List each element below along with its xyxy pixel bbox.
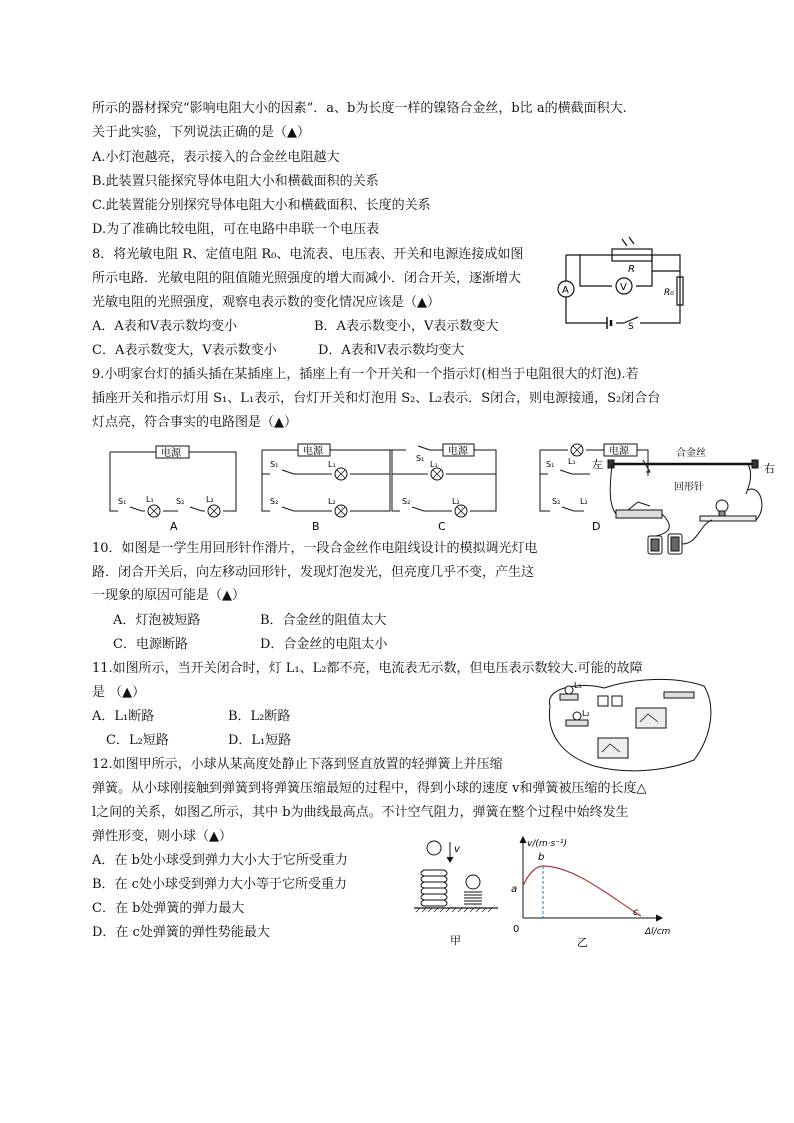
q11-stem-line2: 是 （▲） <box>92 685 146 700</box>
ball-top-icon <box>427 841 441 855</box>
b-label-l2: L₂ <box>328 497 336 506</box>
q10-option-a: A．灯泡被短路 <box>113 613 201 628</box>
left-label: 左 <box>592 458 603 471</box>
jia-label: 甲 <box>450 934 461 947</box>
a-label-l1: L₁ <box>146 495 154 504</box>
b-label-s2: S₂ <box>270 497 279 506</box>
q8-circuit-figure <box>552 225 692 330</box>
q12-stem-line3: l之间的关系，如图乙所示，其中 b为曲线最高点。不计空气阻力，弹簧在整个过程中始终发生 <box>92 805 629 820</box>
q12-stem-line1: 12.如图甲所示，小球从某高度处静止下落到竖直放置的轻弹簧上并压缩 <box>92 757 503 772</box>
q12-option-b: B．在 c处小球受到弹力大小等于它所受重力 <box>92 877 347 892</box>
letter-a: A <box>170 520 178 533</box>
label-v: V <box>620 282 627 293</box>
label-l2: L₂ <box>582 709 590 718</box>
q7-stem-line2: 关于此实验，下列说法正确的是（▲） <box>92 125 310 140</box>
c-label-s1: S₁ <box>416 454 425 463</box>
c-label-l2: L₂ <box>452 497 460 506</box>
ball-on-spring-icon <box>466 875 480 889</box>
q11-stem-line1: 11.如图所示，当开关闭合时，灯 L₁、L₂都不亮，电流表无示数，但电压表示数较大.可能的故障 <box>92 661 643 676</box>
power-label-c: 电源 <box>448 446 468 457</box>
q8-option-b: B．A表示数变小，V表示数变大 <box>314 319 499 334</box>
q9-stem-line2: 插座开关和指示灯用 S₁、L₁表示，台灯开关和灯泡用 S₂、L₂表示．S闭合，则电源接通，S₂闭合台 <box>92 391 661 406</box>
q9-stem-line1: 9.小明家台灯的插头插在某插座上，插座上有一个开关和一个指示灯(相当于电阻很大的灯泡).若 <box>92 367 639 382</box>
q7-option-c: C.此装置能分别探究导体电阻大小和横截面积、长度的关系 <box>92 198 431 213</box>
ylabel: v/(m·s⁻¹) <box>527 839 568 849</box>
power-label-a: 电源 <box>161 448 181 459</box>
yi-label: 乙 <box>577 936 588 949</box>
q7-option-a: A.小灯泡越亮，表示接入的合金丝电阻越大 <box>92 150 340 165</box>
c-label-l1: L₁ <box>430 460 438 469</box>
q10-apparatus-figure <box>588 444 784 562</box>
origin-label: 0 <box>513 924 520 935</box>
q8-option-a: A．A表和V表示数均变小 <box>92 319 238 334</box>
q10-stem-line2: 路．闭合开关后，向左移动回形针，发现灯泡发光，但亮度几乎不变，产生这 <box>92 565 535 580</box>
q8-option-d: D．A表和V表示数均变大 <box>318 343 465 358</box>
clip-label: 回形针 <box>674 482 704 493</box>
q8-stem-line2: 所示电路．光敏电阻的阻值随光照强度的增大而减小．闭合开关，逐渐增大 <box>92 271 522 286</box>
q12-stem-line4: 弹性形变，则小球（▲） <box>92 829 232 844</box>
point-a-label: a <box>511 884 518 895</box>
b-label-s1: S₁ <box>270 460 279 469</box>
a-label-l2: L₂ <box>206 495 214 504</box>
right-label: 右 <box>764 462 775 475</box>
q8-stem-line1: 8．将光敏电阻 R、定值电阻 R₀、电流表、电压表、开关和电源连接成如图 <box>92 247 524 262</box>
q8-option-c: C．A表示数变大，V表示数变小 <box>92 343 277 358</box>
q12-option-c: C．在 b处弹簧的弹力最大 <box>92 901 245 916</box>
label-r: R <box>628 264 635 275</box>
velocity-curve <box>523 866 641 916</box>
q9-stem-line3: 灯点亮，符合事实的电路图是（▲） <box>92 415 297 430</box>
q8-stem-line3: 光敏电阻的光照强度，观察电表示数的变化情况应该是（▲） <box>92 295 440 310</box>
q7-option-b: B.此装置只能探究导体电阻大小和横截面积的关系 <box>92 174 379 189</box>
d-label-s2: S₂ <box>552 497 561 506</box>
label-r0: R₀ <box>664 288 674 298</box>
xlabel: Δl/cm <box>645 927 671 937</box>
point-b-label: b <box>538 852 545 863</box>
q11-circuit-figure <box>544 676 714 774</box>
label-a: A <box>562 285 569 296</box>
power-label-b: 电源 <box>303 446 323 457</box>
c-label-s2: S₂ <box>402 497 411 506</box>
q12-stem-line2: 弹簧。从小球刚接触到弹簧到将弹簧压缩最短的过程中，得到小球的速度 v和弹簧被压缩的长度△ <box>92 781 647 796</box>
q11-option-a: A．L₁断路 <box>92 709 155 724</box>
q12-graph-yi <box>505 830 690 950</box>
q10-stem-line3: 一现象的原因可能是（▲） <box>92 588 245 603</box>
label-l1: L₁ <box>574 681 582 690</box>
letter-b: B <box>312 520 320 533</box>
alloy-label: 合金丝 <box>676 448 706 459</box>
power-label-d: 电源 <box>609 446 629 457</box>
q10-stem-line1: 10．如图是一学生用回形针作滑片，一段合金丝作电阻线设计的模拟调光灯电 <box>92 541 538 556</box>
q12-figure-jia <box>410 836 500 948</box>
d-label-l1: L₁ <box>568 457 576 466</box>
v-arrow-label: v <box>454 844 460 855</box>
q9-circuit-figures <box>100 436 660 534</box>
q7-stem-line1: 所示的器材探究“影响电阻大小的因素”．a、b为长度一样的镍铬合金丝，b比 a的横截面积大. <box>92 101 627 116</box>
q10-option-d: D．合金丝的电阻太小 <box>260 637 388 652</box>
point-c-label: c <box>633 907 639 918</box>
q12-option-a: A．在 b处小球受到弹力大小大于它所受重力 <box>92 853 348 868</box>
q11-option-d: D．L₁短路 <box>228 733 292 748</box>
q12-option-d: D．在 c处弹簧的弹性势能最大 <box>92 925 270 940</box>
q11-option-b: B．L₂断路 <box>228 709 291 724</box>
q10-option-c: C．电源断路 <box>113 637 188 652</box>
d-label-s1: S₁ <box>546 460 555 469</box>
b-label-l1: L₁ <box>328 460 336 469</box>
letter-d: D <box>592 520 601 533</box>
d-label-l2: L₂ <box>580 497 588 506</box>
a-label-s2: S₂ <box>176 497 185 506</box>
a-label-s1: S₁ <box>118 497 127 506</box>
label-s: S <box>628 322 634 330</box>
q11-option-c: C．L₂短路 <box>106 733 169 748</box>
letter-c: C <box>438 520 446 533</box>
q10-option-b: B．合金丝的阻值太大 <box>260 613 387 628</box>
q7-option-d: D.为了准确比较电阻，可在电路中串联一个电压表 <box>92 222 380 237</box>
